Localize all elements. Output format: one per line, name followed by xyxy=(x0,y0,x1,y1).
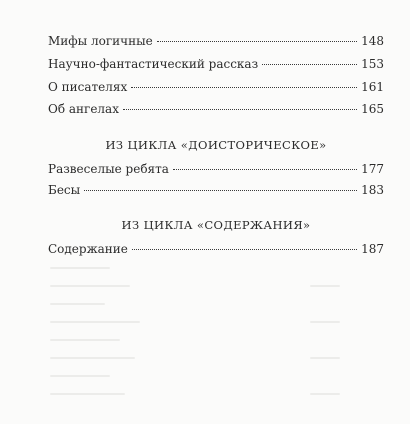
dot-leader xyxy=(173,169,357,170)
dot-leader xyxy=(262,64,357,65)
toc-entry xyxy=(48,57,384,71)
toc-entry xyxy=(48,242,384,256)
toc-entry-title: Научно-фантастический рассказ xyxy=(48,57,259,71)
dot-leader xyxy=(84,190,357,191)
toc-entry-title: О писателях xyxy=(48,80,128,94)
page-bleed-through xyxy=(40,255,370,424)
dot-leader xyxy=(123,109,357,110)
toc-entry-title: Содержание xyxy=(48,242,128,256)
toc-entry-page: 177 xyxy=(361,162,384,176)
toc-entry-title: Бесы xyxy=(48,183,81,197)
toc-entry-page: 165 xyxy=(361,102,384,116)
section-heading: ИЗ ЦИКЛА «СОДЕРЖАНИЯ» xyxy=(121,218,311,232)
dot-leader xyxy=(132,249,357,250)
toc-entry xyxy=(48,102,384,116)
section-heading: ИЗ ЦИКЛА «ДОИСТОРИЧЕСКОЕ» xyxy=(105,138,327,152)
toc-entry-page: 161 xyxy=(361,80,384,94)
toc-entry xyxy=(48,162,384,176)
toc-entry xyxy=(48,183,384,197)
toc-entry-page: 148 xyxy=(361,34,384,48)
toc-entry-title: Развеселые ребята xyxy=(48,162,169,176)
toc-entry-title: Об ангелах xyxy=(48,102,119,116)
dot-leader xyxy=(157,41,357,42)
toc-entry-page: 153 xyxy=(361,57,384,71)
toc-entry-title: Мифы логичные xyxy=(48,34,153,48)
toc-entry-page: 187 xyxy=(361,242,384,256)
toc-entry xyxy=(48,80,384,94)
toc-entry xyxy=(48,34,384,48)
dot-leader xyxy=(131,87,357,88)
toc-entry-page: 183 xyxy=(361,183,384,197)
